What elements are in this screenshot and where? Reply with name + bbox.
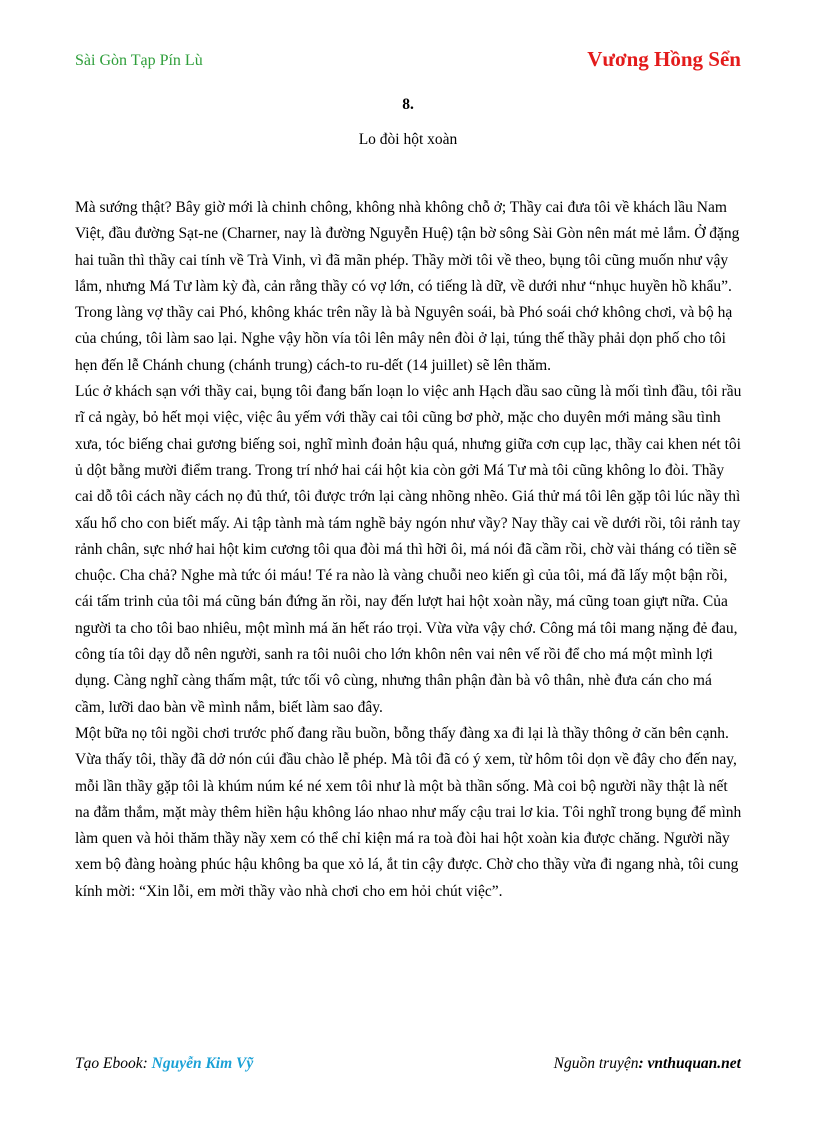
source-site: vnthuquan.net — [647, 1055, 741, 1072]
chapter-body — [75, 195, 743, 905]
footer-source-credit — [554, 1055, 741, 1073]
source-label: Nguồn truyện — [553, 1055, 639, 1072]
chapter-title: Lo đòi hột xoàn — [358, 131, 458, 148]
chapter-number: 8. — [402, 96, 414, 113]
source-separator: : — [638, 1055, 648, 1072]
ebook-label: Tạo Ebook — [75, 1055, 143, 1072]
paragraph: Lúc ở khách sạn với thầy cai, bụng tôi đang bấn loạn lo việc anh Hạch dầu sao cũng là mối tình đầu, tôi rầu rĩ cả ngày, bỏ hết mọi việc, việc âu yếm với thầy cai tôi cũng bơ phờ, mặc cho duyên mới mảng sầu tình xưa, tóc biếng chai gương biếng soi, nghĩ mình đoản hậu quá, nhưng giữa cơn cụp lạc, thầy cai khen nét tôi ủ dột bằng mười điểm trang. Trong trí nhớ hai cái hột kia còn gởi Má Tư mà tôi cũng không lo đòi. Thầy cai dỗ tôi cách nầy cách nọ đủ thứ, tôi được trớn lại càng nhõng nhẽo. Giá thử má tôi lên gặp tôi lúc nầy thì xấu hổ cho con biết mấy. Ai tập tành mà tám nghề bảy ngón như vầy? Nay thầy cai về dưới rồi, tôi rảnh tay rảnh chân, sực nhớ hai hột kim cương tôi qua đòi má thì hỡi ôi, má nói đã cầm rồi, chờ vài tháng có tiền sẽ chuộc. Cha chả? Nghe mà tức ói máu! Té ra nào là vàng chuỗi neo kiến gì của tôi, má đã lấy một bận rồi, cái tấm trinh của tôi má cũng bán đứng ăn rồi, nay đến lượt hai hột xoàn nầy, má cũng toan giựt nữa. Của người ta cho tôi bao nhiêu, một mình má ăn hết ráo trọi. Vừa vừa vậy chớ. Công má tôi mang nặng đẻ đau, công tía tôi dạy dỗ nên người, sanh ra tôi nuôi cho lớn khôn nên vai nên vế rồi để cho má một mình lợi dụng. Càng nghĩ càng thấm mật, tức tối vô cùng, nhưng thân phận đàn bà vô thân, nhè đưa cán cho má cầm, lưỡi dao bàn về mình nắm, biết làm sao đây. — [75, 383, 742, 716]
paragraph: Một bữa nọ tôi ngồi chơi trước phố đang rầu buồn, bỗng thấy đàng xa đi lại là thầy thông ở căn bên cạnh. Vừa thấy tôi, thầy đã dở nón cúi đầu chào lễ phép. Mà tôi đã có ý xem, từ hôm tôi dọn về đây cho đến nay, mỗi lần thầy gặp tôi là khúm núm ké né xem tôi như là một bà thần sống. Mà coi bộ người nầy thật là nết na đằm thắm, mặt mày thêm hiền hậu không láo nhao như mấy cậu trai lơ kia. Tôi nghĩ trong bụng để mình làm quen và hỏi thăm thầy nầy xem có thể chỉ kiện má ra toà đòi hai hột xoàn kia được chăng. Người nầy xem bộ đàng hoàng phúc hậu không ba que xỏ lá, ắt tin cậy được. Chờ cho thầy vừa đi ngang nhà, tôi cung kính mời: “Xin lỗi, em mời thầy vào nhà chơi cho em hỏi chút việc”. — [75, 724, 742, 900]
book-title: Sài Gòn Tạp Pín Lù — [75, 52, 203, 69]
author-name: Vương Hồng Sển — [587, 47, 741, 71]
ebook-separator: : — [142, 1055, 152, 1072]
paragraph: Mà sướng thật? Bây giờ mới là chinh chông, không nhà không chỗ ở; Thầy cai đưa tôi về khách lầu Nam Việt, đầu đường Sạt-ne (Charner, nay là đường Nguyễn Huệ) tận bờ sông Sài Gòn nên mát mẻ lắm. Ở đặng hai tuần thì thầy cai tính về Trà Vinh, vì đã mãn phép. Thầy mời tôi về theo, bụng tôi cũng muốn như vậy lắm, nhưng Má Tư làm kỳ đà, cản rằng thầy có vợ lớn, có tiếng là dữ, về dưới như “nhục huyền hồ khẩu”. Trong làng vợ thầy cai Phó, không khác trên nầy là bà Nguyên soái, bà Phó soái chớ không chơi, và bộ hạ của chúng, tôi làm sao lại. Nghe vậy hồn vía tôi lên mây nên đòi ở lại, túng thế thầy phải dọn phố cho tôi hẹn đến lễ Chánh chung (chánh trung) cách-to ru-dết (14 juillet) sẽ lên thăm. — [75, 199, 740, 374]
ebook-author: Nguyễn Kim Vỹ — [151, 1055, 254, 1072]
footer-ebook-credit — [75, 1055, 253, 1073]
